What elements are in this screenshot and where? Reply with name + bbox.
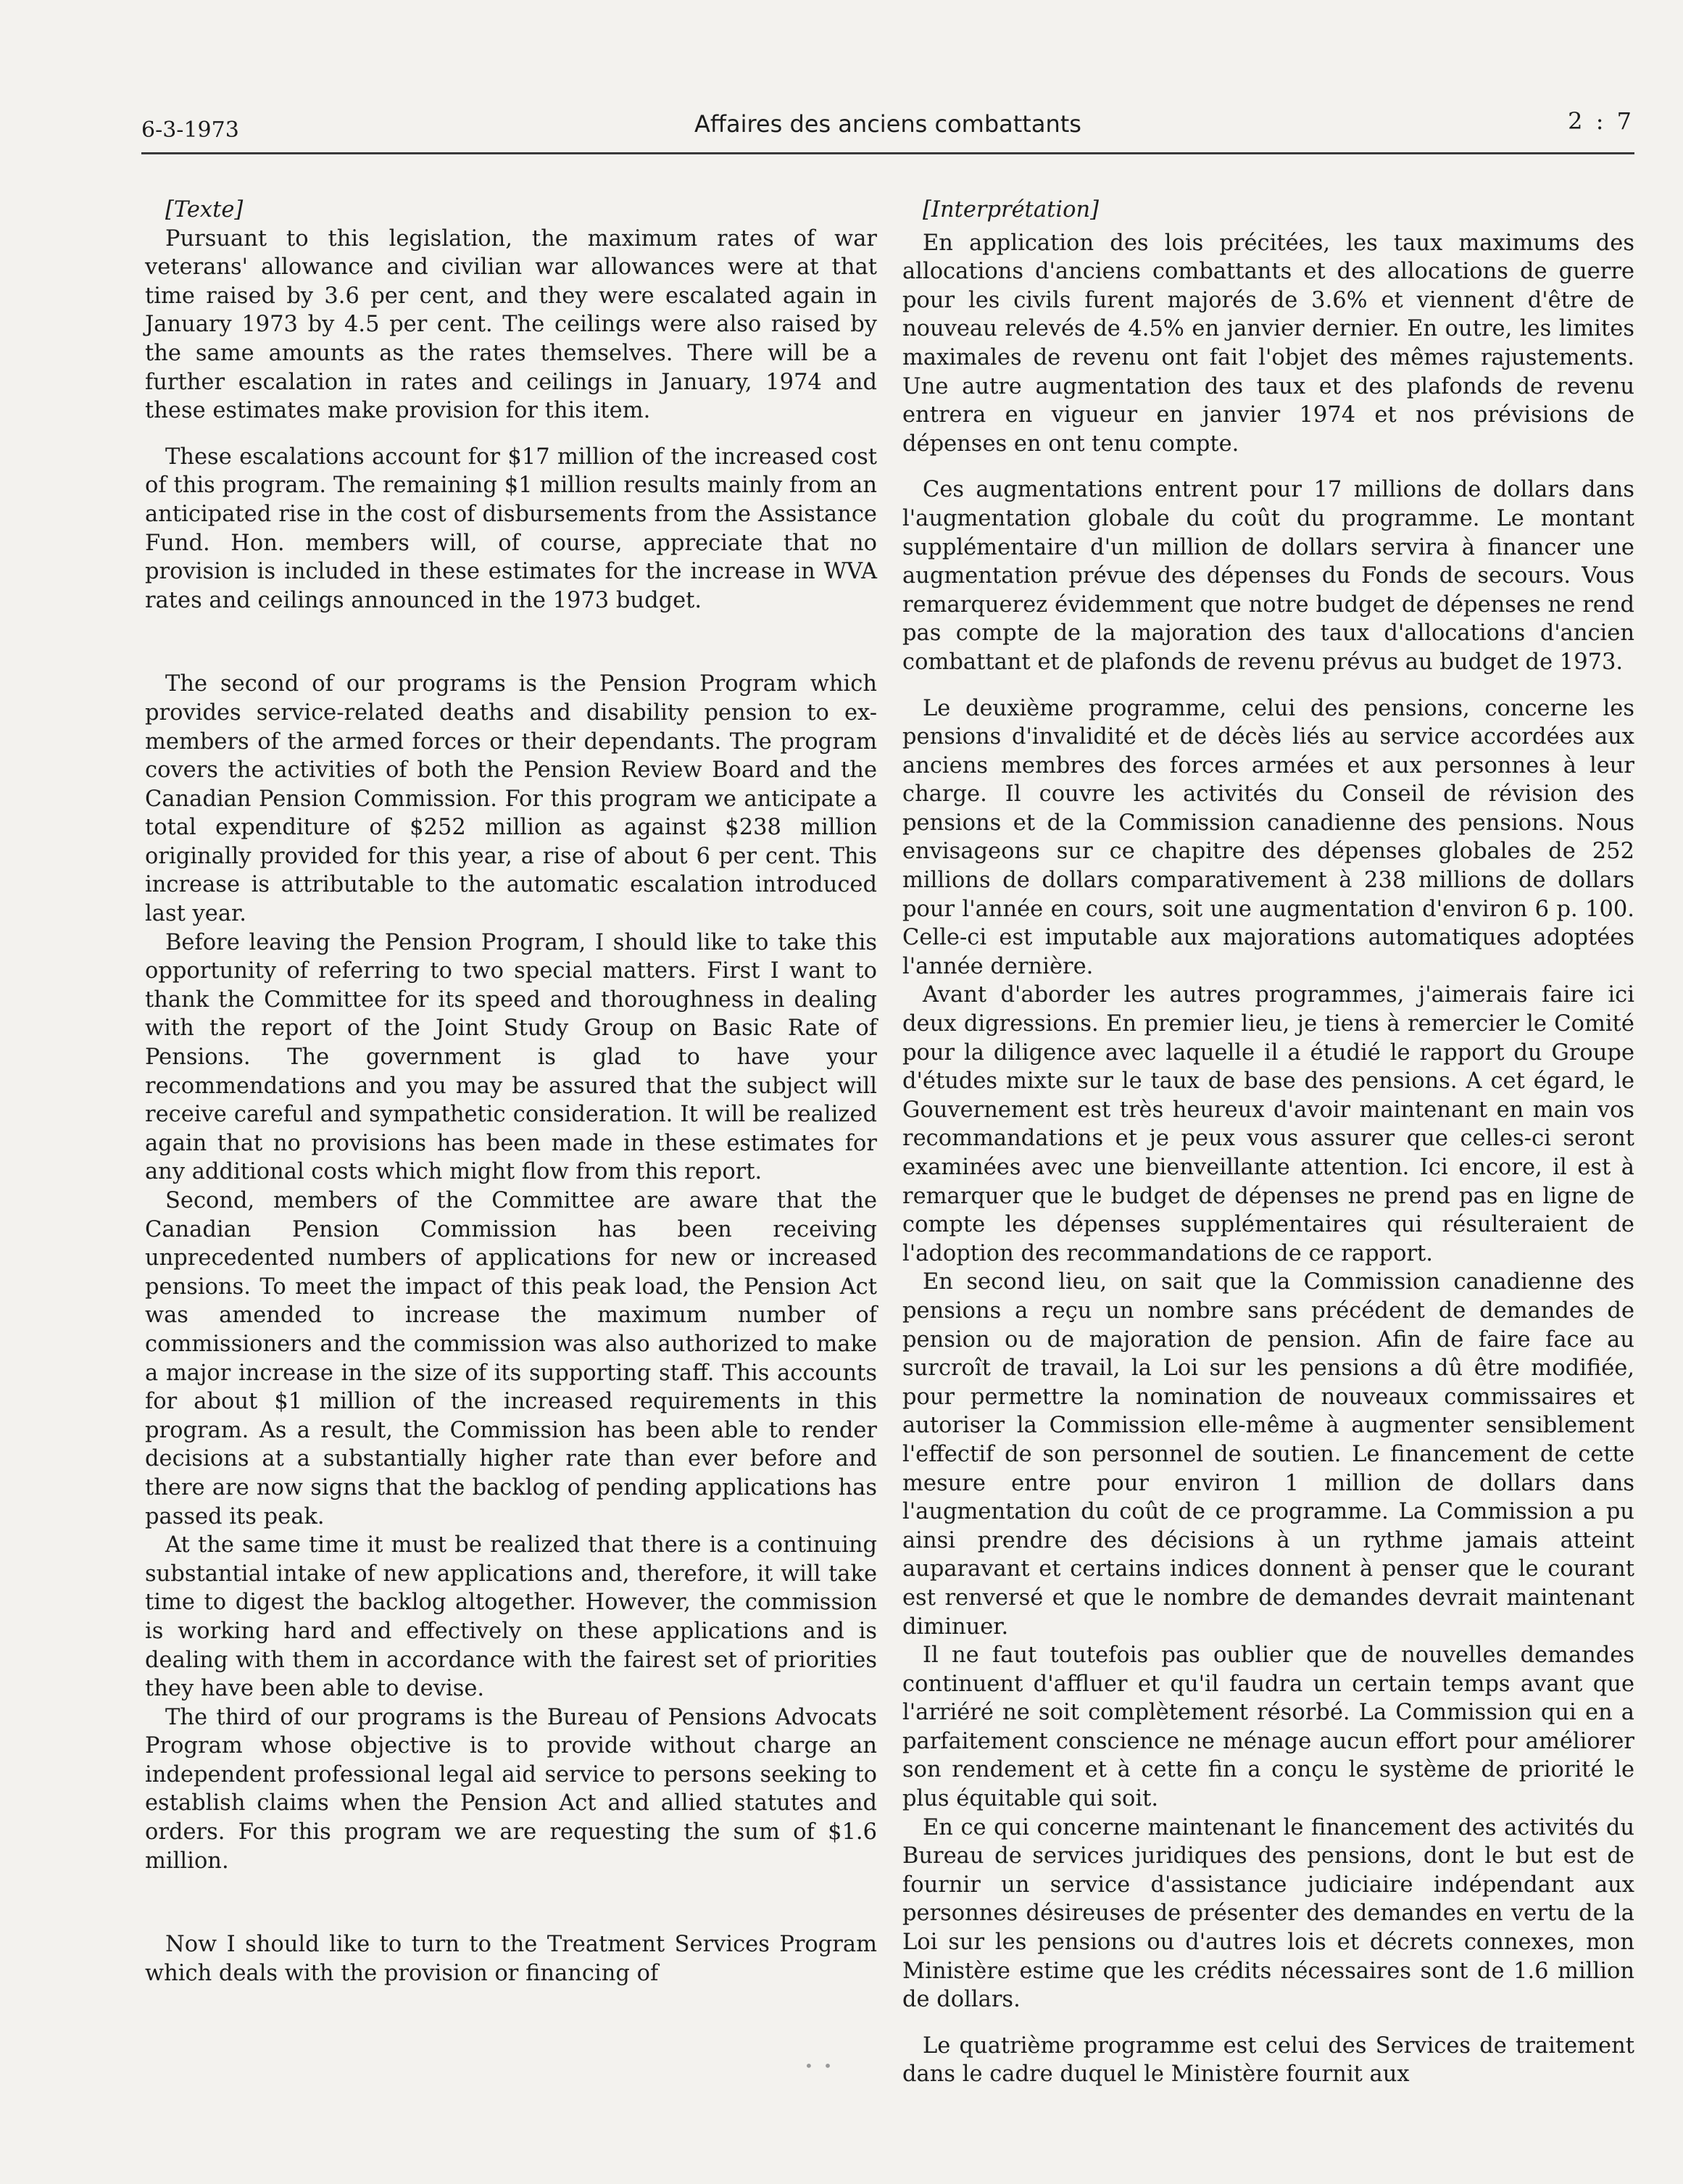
- paragraph: En application des lois précitées, les taux maximums des allocations d'anciens combattants et des allocations de guerre pour les civils furent majorés de 3.6% et viennent d'être de nouveau relevés de 4.5% en janvier dernier. En outre, les limites maximales de revenu ont fait l'objet des mêmes rajustements. Une autre augmentation des taux et des plafonds de revenu entrera en vigueur en janvier 1974 et nos prévisions de dépenses en ont tenu compte.: [902, 230, 1634, 457]
- paragraph: These escalations account for $17 million of the increased cost of this program. The remaining $1 million results mainly from an anticipated rise in the cost of disbursements from the Assistance Fund. Hon. members will, of course, appreciate that no provision is included in these estimates for the increase in WVA rates and ceilings announced in the 1973 budget.: [145, 444, 877, 613]
- paragraph: Before leaving the Pension Program, I should like to take this opportunity of referring to two special matters. First I want to thank the Committee for its speed and thoroughness in dealing with the report of the Joint Study Group on Basic Rate of Pensions. The government is glad to have your recommendations and you may be assured that the subject will receive careful and sympathetic consideration. It will be realized again that no provisions has been made in these estimates for any additional costs which might flow from this report.: [145, 929, 877, 1185]
- paragraph: Il ne faut toutefois pas oublier que de nouvelles demandes continuent d'affluer et qu'il faudra un certain temps avant que l'arriéré ne soit complètement résorbé. La Commission qui en a parfaitement conscience ne ménage aucun effort pour améliorer son rendement et à cette fin a conçu le système de priorité le plus équitable qui soit.: [902, 1643, 1634, 1812]
- column-label: [Texte]: [165, 197, 244, 223]
- paragraph: En ce qui concerne maintenant le financement des activités du Bureau de services juridiques des pensions, dont le but est de fournir un service d'assistance judiciaire indépendant aux personnes désireuses de présenter des demandes en vertu de la Loi sur les pensions ou d'autres lois et décrets connexes, mon Ministère estime que les crédits nécessaires sont de 1.6 million de dollars.: [902, 1814, 1634, 2013]
- paragraph: Now I should like to turn to the Treatment Services Program which deals with the provision or financing of: [145, 1932, 877, 1986]
- paragraph: Pursuant to this legislation, the maximum rates of war veterans' allowance and civilian war allowances were at that time raised by 3.6 per cent, and they were escalated again in January 1973 by 4.5 per cent. The ceilings were also raised by the same amounts as the rates themselves. There will be a further escalation in rates and ceilings in January, 1974 and these estimates make provision for this item.: [145, 225, 877, 424]
- paragraph: At the same time it must be realized that there is a continuing substantial intake of new applications and, therefore, it will take time to digest the backlog altogether. However, the commission is working hard and effectively on these applications and is dealing with them in accordance with the fairest set of priorities they have been able to devise.: [145, 1532, 877, 1702]
- paragraph: Le deuxième programme, celui des pensions, concerne les pensions d'invalidité et de décès liés au service accordées aux anciens membres des forces armées et aux personnes à leur charge. Il couvre les activités du Conseil de révision des pensions et de la Commission canadienne des pensions. Nous envisageons sur ce chapitre des dépenses globales de 252 millions de dollars comparativement à 238 millions de dollars pour l'année en cours, soit une augmentation d'environ 6 p. 100. Celle-ci est imputable aux majorations automatiques adoptées l'année dernière.: [902, 695, 1634, 979]
- paragraph: Le quatrième programme est celui des Services de traitement dans le cadre duquel le Ministère fournit aux: [902, 2033, 1634, 2088]
- header-date: 6-3-1973: [141, 117, 239, 143]
- paragraph: The third of our programs is the Bureau of Pensions Advocats Program whose objective is to provide without charge an independent professional legal aid service to persons seeking to establish claims when the Pension Act and allied statutes and orders. For this program we are requesting the sum of $1.6 million.: [145, 1704, 877, 1874]
- column-label: [Interprétation]: [923, 197, 1099, 223]
- page-header: [141, 101, 1634, 154]
- header-page-number: 2 : 7: [1568, 107, 1634, 135]
- english-column: [145, 196, 877, 1988]
- french-column: [902, 196, 1634, 2089]
- paragraph: Avant d'aborder les autres programmes, j'aimerais faire ici deux digressions. En premier lieu, je tiens à remercier le Comité pour la diligence avec laquelle il a étudié le rapport du Groupe d'études mixte sur le taux de base des pensions. A cet égard, le Gouvernement est très heureux d'avoir maintenant en main vos recommandations et je peux vous assurer que celles-ci seront examinées avec une bienveillante attention. Ici encore, il est à remarquer que le budget de dépenses ne prend pas en ligne de compte les dépenses supplémentaires qui résulteraient de l'adoption des recommandations de ce rapport.: [902, 982, 1634, 1266]
- paragraph: The second of our programs is the Pension Program which provides service-related deaths and disability pension to ex-members of the armed forces or their dependants. The program covers the activities of both the Pension Review Board and the Canadian Pension Commission. For this program we anticipate a total expenditure of $252 million as against $238 million originally provided for this year, a rise of about 6 per cent. This increase is attributable to the automatic escalation introduced last year.: [145, 671, 877, 927]
- paragraph: Ces augmentations entrent pour 17 millions de dollars dans l'augmentation globale du coût du programme. Le montant supplémentaire d'un million de dollars servira à financer une augmentation prévue des dépenses du Fonds de secours. Vous remarquerez évidemment que notre budget de dépenses ne rend pas compte de la majoration des taux d'allocations d'ancien combattant et de plafonds de revenu prévus au budget de 1973.: [902, 477, 1634, 675]
- print-mark: • •: [805, 2057, 835, 2075]
- paragraph: En second lieu, on sait que la Commission canadienne des pensions a reçu un nombre sans précédent de demandes de pension ou de majoration de pension. Afin de faire face au surcroît de travail, la Loi sur les pensions a dû être modifiée, pour permettre la nomination de nouveaux commissaires et autoriser la Commission elle-même à augmenter sensiblement l'effectif de son personnel de soutien. Le financement de cette mesure entre pour environ 1 million de dollars dans l'augmentation du coût de ce programme. La Commission a pu ainsi prendre des décisions à un rythme jamais atteint auparavant et certains indices donnent à penser que le courant est renversé et que le nombre de demandes devrait maintenant diminuer.: [902, 1269, 1634, 1640]
- header-title: Affaires des anciens combattants: [694, 110, 1081, 138]
- paragraph: Second, members of the Committee are aware that the Canadian Pension Commission has been receiving unprecedented numbers of applications for new or increased pensions. To meet the impact of this peak load, the Pension Act was amended to increase the maximum number of commissioners and the commission was also authorized to make a major increase in the size of its supporting staff. This accounts for about $1 million of the increased requirements in this program. As a result, the Commission has been able to render decisions at a substantially higher rate than ever before and there are now signs that the backlog of pending applications has passed its peak.: [145, 1188, 877, 1529]
